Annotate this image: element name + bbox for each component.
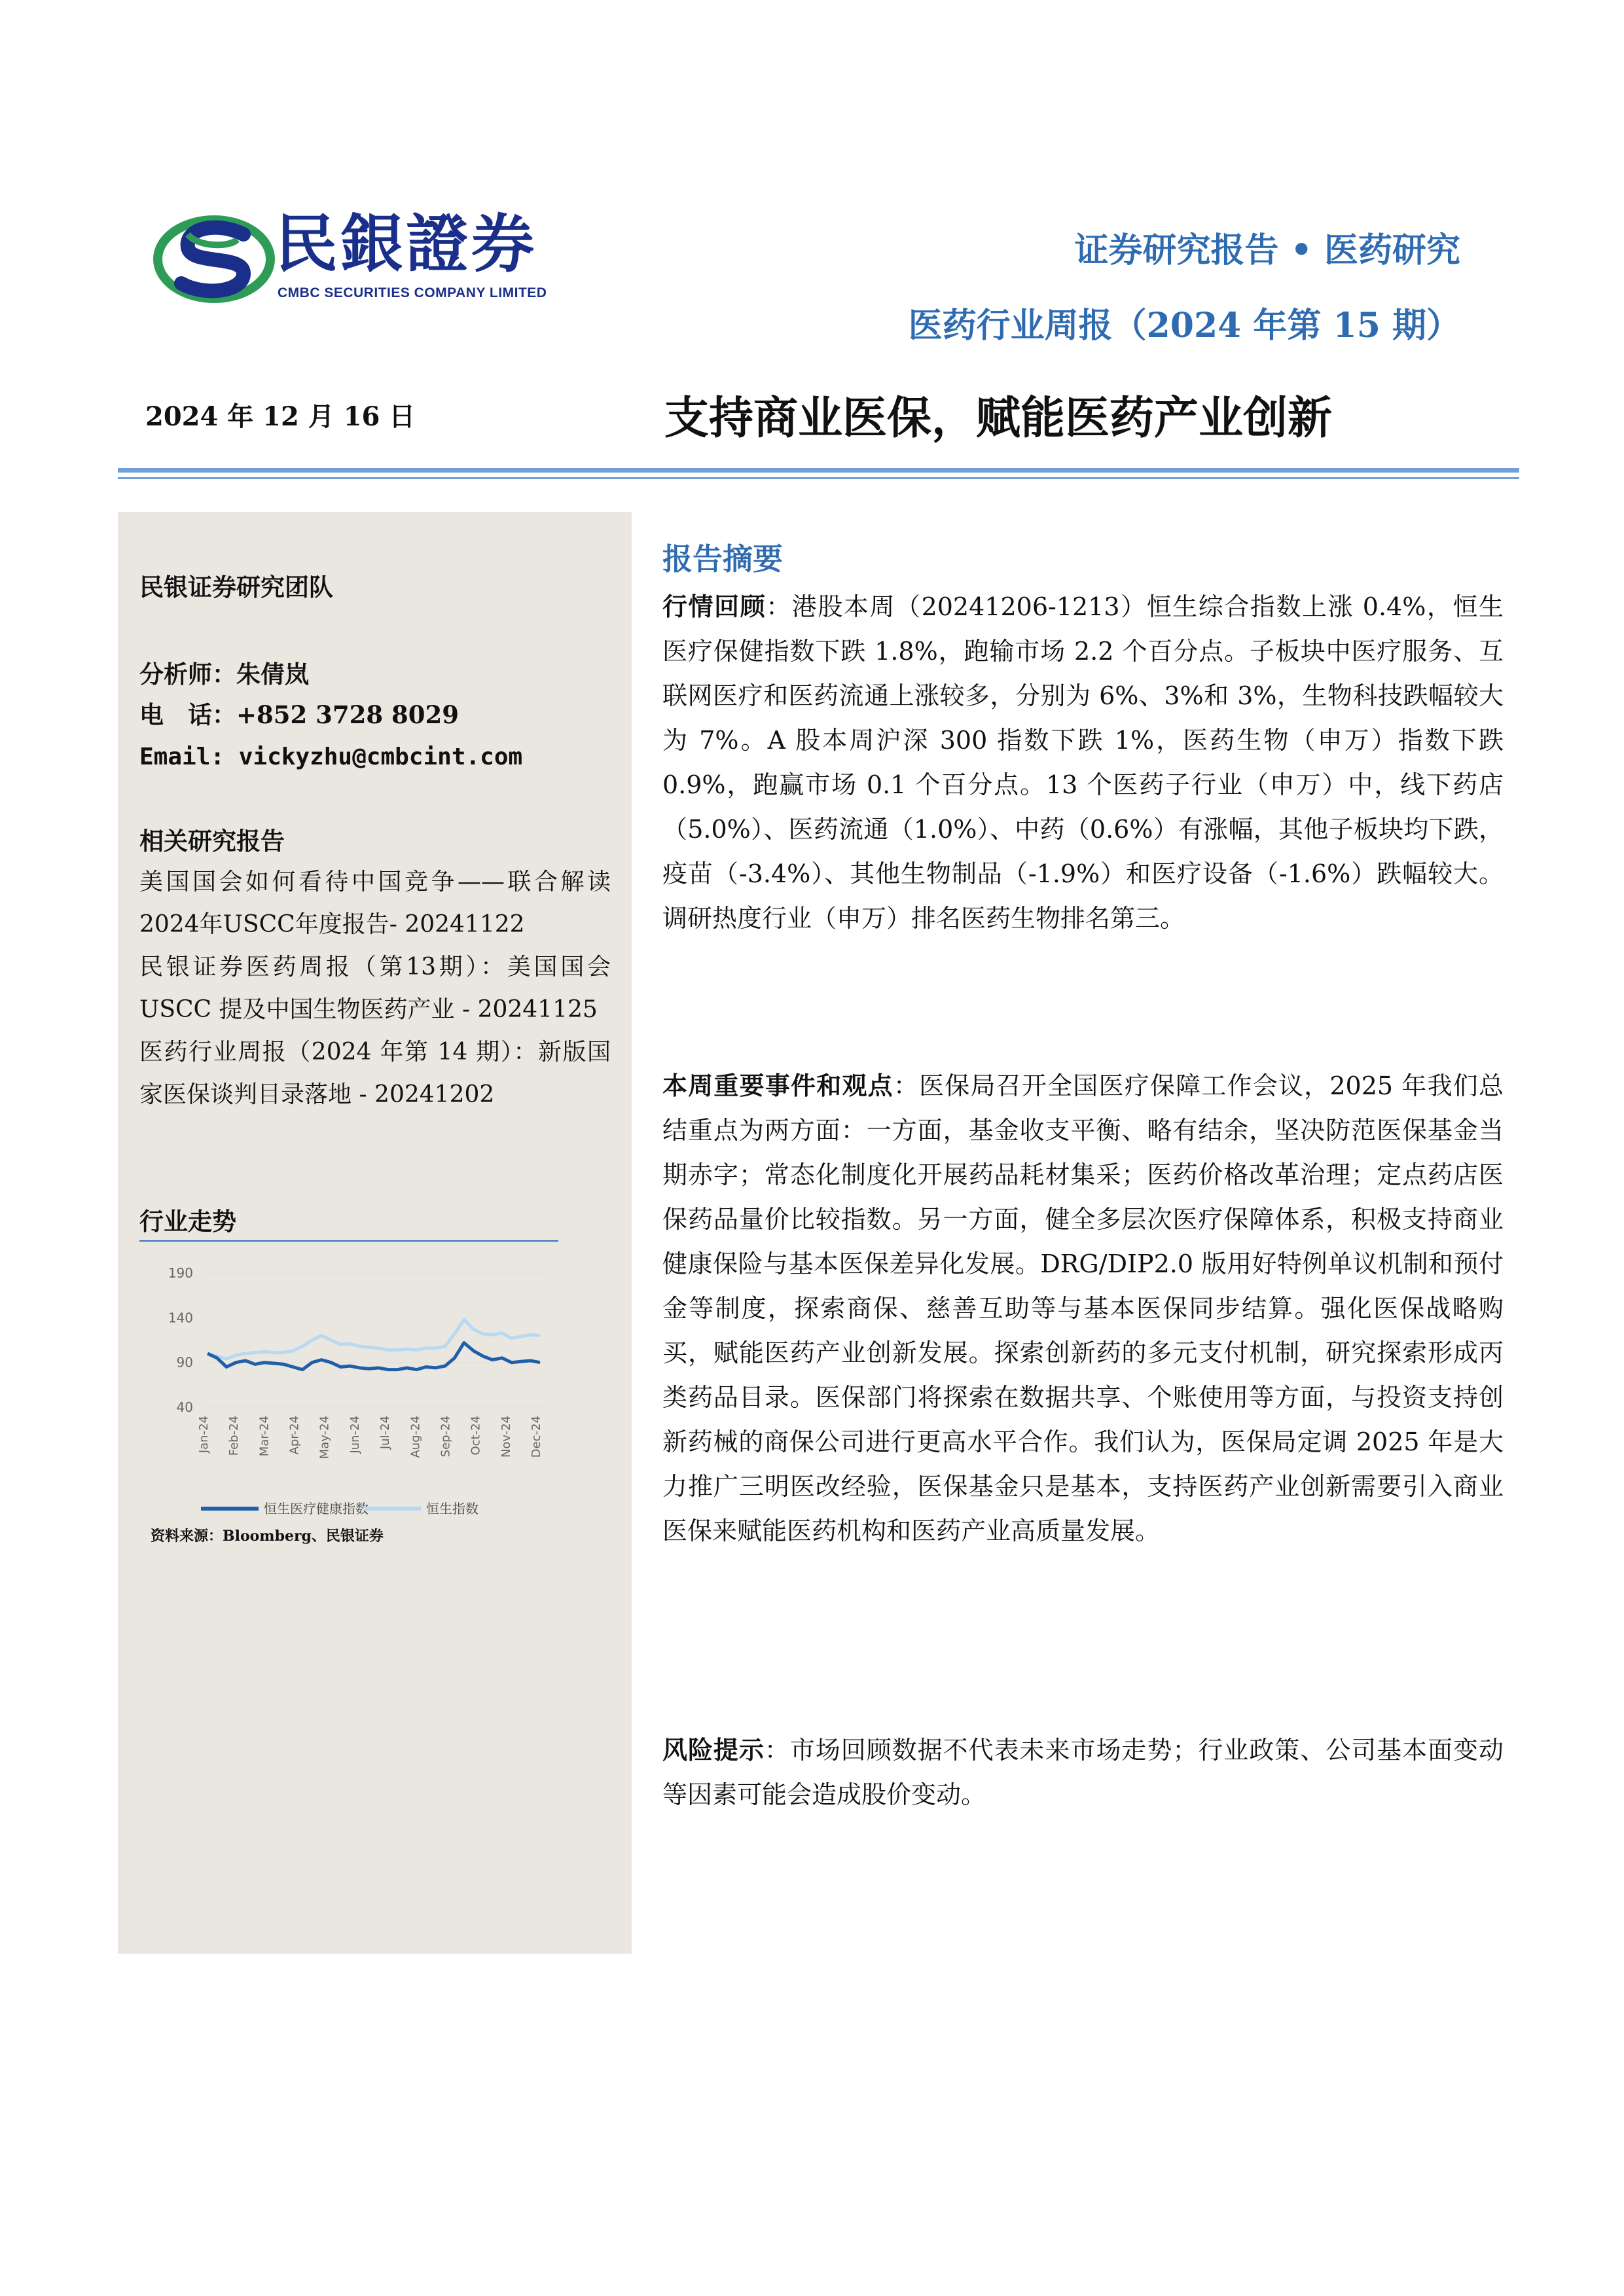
industry-trend-title: 行业走势 bbox=[139, 1207, 236, 1236]
company-name-cn: 民銀證券 bbox=[275, 207, 537, 281]
x-tick-label: Oct-24 bbox=[469, 1416, 483, 1456]
related-reports-title: 相关研究报告 bbox=[139, 827, 285, 855]
x-tick-label: Jun-24 bbox=[348, 1416, 362, 1454]
x-tick-label: Jan-24 bbox=[197, 1416, 211, 1454]
y-tick-label: 90 bbox=[176, 1354, 193, 1371]
key-events-text: ：医保局召开全国医疗保障工作会议，2025 年我们总结重点为两方面：一方面，基金收支平衡、略有结余，坚决防范医保基金当期赤字；常态化制度化开展药品耗材集采；医药价格改革治理；定点药店医保药品量价比较指数。另一方面，健全多层次医疗保障体系，积极支持商业健康保险与基本医保差异化发展。DRG/DIP2.0 版用好特例单议机制和预付金等制度，探索商保、慈善互助等与基本医保同步结算。强化医保战略购买，赋能医药产业创新发展。探索创新药的多元支付机制，研究探索形成丙类药品目录。医保部门将探索在数据共享、个账使用等方面，与投资支持创新药械的商保公司进行更高水平合作。我们认为，医保局定调 2025 年是大力推广三明医改经验，医保基金只是基本，支持医药产业创新需要引入商业医保来赋能医药机构和医药产业高质量发展。 bbox=[662, 1071, 1504, 1545]
key-events-paragraph bbox=[662, 1064, 1504, 1553]
legend-label-hsi: 恒生指数 bbox=[426, 1501, 478, 1516]
market-review-paragraph bbox=[662, 584, 1504, 941]
header-divider-thin bbox=[118, 477, 1519, 479]
x-tick-label: Dec-24 bbox=[530, 1416, 543, 1458]
analyst-email[interactable]: Email: vickyzhu@cmbcint.com bbox=[139, 744, 523, 770]
x-tick-label: May-24 bbox=[317, 1416, 332, 1460]
chart-source: 资料来源：Bloomberg、民银证券 bbox=[151, 1528, 384, 1545]
x-tick-label: Mar-24 bbox=[257, 1416, 272, 1457]
related-reports-list bbox=[139, 861, 611, 1116]
report-series: 医药行业周报（2024 年第 15 期） bbox=[908, 306, 1460, 346]
y-tick-label: 140 bbox=[168, 1310, 193, 1326]
analyst-phone: 电 话：+852 3728 8029 bbox=[139, 700, 459, 729]
risk-warning-label: 风险提示 bbox=[662, 1735, 765, 1765]
market-review-text: ：港股本周（20241206-1213）恒生综合指数上涨 0.4%，恒生医疗保健指数下跌 1.8%，跑输市场 2.2 个百分点。子板块中医疗服务、互联网医疗和医药流通上涨较多，分别为 6%、3%和 3%，生物科技跌幅较大为 7%。A 股本周沪深 300 指数下跌 1%，医药生物（申万）指数下跌 0.9%，跑赢市场 0.1 个百分点。13 个医药子行业（申万）中，线下药店（5.0%）、医药流通（1.0%）、中药（0.6%）有涨幅，其他子板块均下跌，疫苗（-3.4%）、其他生物制品（-1.9%）和医疗设备（-1.6%）跌幅较大。调研热度行业（申万）排名医药生物排名第三。 bbox=[662, 592, 1504, 933]
x-tick-label: Apr-24 bbox=[287, 1416, 302, 1455]
x-tick-label: Jul-24 bbox=[378, 1416, 393, 1450]
series-line-hsi bbox=[208, 1319, 540, 1359]
related-report-item[interactable]: 医药行业周报（2024 年第 14 期）：新版国家医保谈判目录落地 - 20241202 bbox=[139, 1039, 611, 1108]
report-date: 2024 年 12 月 16 日 bbox=[145, 401, 416, 432]
related-report-item[interactable]: 美国国会如何看待中国竞争——联合解读2024年USCC年度报告- 20241122 bbox=[139, 869, 611, 938]
x-tick-label: Nov-24 bbox=[499, 1416, 513, 1458]
x-tick-label: Feb-24 bbox=[227, 1416, 242, 1456]
industry-trend-chart bbox=[147, 1247, 560, 1535]
header-divider bbox=[118, 468, 1519, 473]
legend-label-hs-healthcare: 恒生医疗健康指数 bbox=[264, 1501, 369, 1516]
risk-warning-text: ：市场回顾数据不代表未来市场走势；行业政策、公司基本面变动等因素可能会造成股价变动。 bbox=[662, 1736, 1504, 1809]
y-tick-label: 40 bbox=[176, 1399, 193, 1415]
analyst-name: 分析师：朱倩岚 bbox=[139, 660, 309, 689]
y-tick-label: 190 bbox=[168, 1265, 193, 1281]
key-events-label: 本周重要事件和观点 bbox=[662, 1071, 893, 1100]
x-tick-label: Sep-24 bbox=[439, 1416, 453, 1458]
company-name-en: CMBC SECURITIES COMPANY LIMITED bbox=[278, 285, 547, 300]
trend-divider bbox=[139, 1240, 558, 1242]
risk-warning-paragraph bbox=[662, 1728, 1504, 1817]
research-team: 民银证券研究团队 bbox=[139, 573, 333, 601]
summary-title: 报告摘要 bbox=[662, 541, 783, 577]
related-report-item[interactable]: 民银证券医药周报（第13期）：美国国会 USCC 提及中国生物医药产业 - 20241125 bbox=[139, 954, 611, 1023]
report-type: 证券研究报告 • 医药研究 bbox=[1074, 230, 1460, 270]
report-title: 支持商业医保，赋能医药产业创新 bbox=[664, 392, 1333, 444]
x-tick-label: Aug-24 bbox=[408, 1416, 423, 1458]
market-review-label: 行情回顾 bbox=[662, 592, 767, 621]
